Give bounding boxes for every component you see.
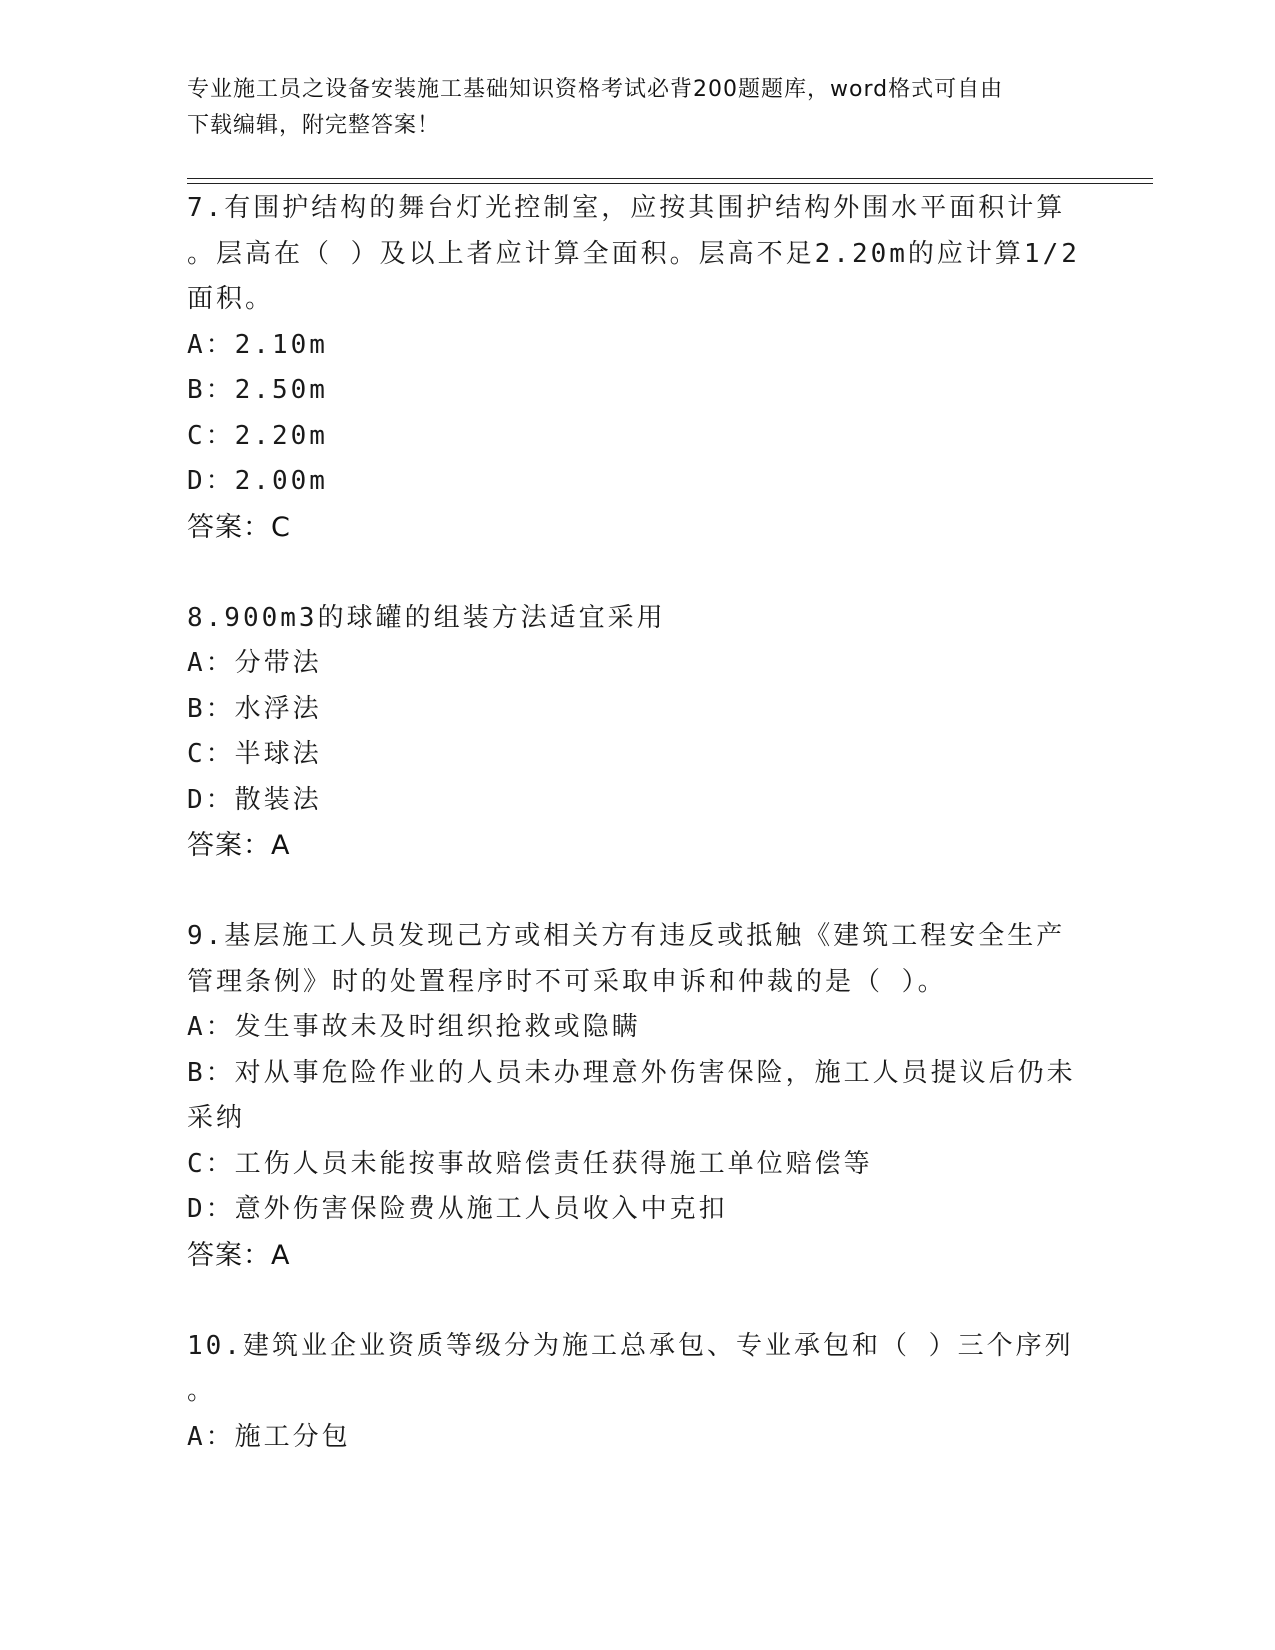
- question-8-option-b: B：水浮法: [187, 693, 322, 724]
- question-8-option-d: D：散装法: [187, 784, 322, 815]
- question-list: [187, 186, 1087, 1460]
- question-8-answer: 答案：A: [187, 830, 291, 861]
- question-10-stem-line-2: 。: [187, 1376, 217, 1406]
- question-8-stem-line-1: 8.900m3的球罐的组装方法适宜采用: [187, 602, 666, 633]
- question-9-option-a: A：发生事故未及时组织抢救或隐瞒: [187, 1012, 641, 1042]
- question-7-answer: 答案：C: [187, 511, 291, 543]
- question-10-option-a: A：施工分包: [187, 1421, 351, 1452]
- header-line-1: 专业施工员之设备安装施工基础知识资格考试必背200题题库，word格式可自由: [187, 77, 1004, 102]
- question-7: [187, 186, 1087, 550]
- question-8-option-c: C：半球法: [187, 739, 322, 769]
- question-7-option-b: B：2.50m: [187, 375, 328, 405]
- question-8-option-a: A：分带法: [187, 648, 322, 678]
- question-9-option-d: D：意外伤害保险费从施工人员收入中克扣: [187, 1194, 728, 1224]
- question-9-option-b-cont: 采纳: [187, 1103, 246, 1133]
- spacer: [187, 1278, 1087, 1324]
- question-10-stem-line-1: 10.建筑业企业资质等级分为施工总承包、专业承包和（ ）三个序列: [187, 1330, 1074, 1361]
- question-7-stem-line-1: 7.有围护结构的舞台灯光控制室，应按其围护结构外围水平面积计算: [187, 193, 1066, 223]
- question-9-stem-line-2: 管理条例》时的处置程序时不可采取申诉和仲裁的是（ ）。: [187, 966, 947, 997]
- question-10: [187, 1324, 1087, 1461]
- question-7-stem-line-2: 。层高在（ ）及以上者应计算全面积。层高不足2.20m的应计算1/2: [187, 238, 1080, 269]
- question-9-answer: 答案：A: [187, 1239, 291, 1271]
- question-8: [187, 596, 1087, 869]
- question-7-option-a: A：2.10m: [187, 329, 328, 360]
- spacer: [187, 869, 1087, 915]
- question-9: [187, 914, 1087, 1278]
- question-7-stem-line-3: 面积。: [187, 284, 275, 314]
- question-9-stem-line-1: 9.基层施工人员发现己方或相关方有违反或抵触《建筑工程安全生产: [187, 921, 1066, 951]
- header-line-2: 下载编辑，附完整答案！: [187, 113, 441, 138]
- question-9-option-c: C：工伤人员未能按事故赔偿责任获得施工单位赔偿等: [187, 1148, 873, 1179]
- document-header: [187, 72, 1067, 144]
- question-7-option-d: D：2.00m: [187, 466, 328, 496]
- spacer: [187, 550, 1087, 596]
- header-rule-top: [187, 178, 1153, 179]
- question-9-option-b: B：对从事危险作业的人员未办理意外伤害保险，施工人员提议后仍未: [187, 1057, 1076, 1088]
- question-7-option-c: C：2.20m: [187, 420, 328, 451]
- header-rule-bottom: [187, 183, 1153, 184]
